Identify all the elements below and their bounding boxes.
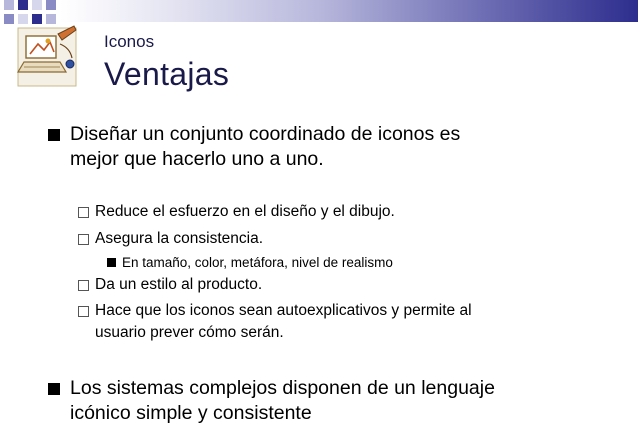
list-item	[95, 274, 262, 296]
list-item-line: Hace que los iconos sean autoexplicativos y permite al	[95, 302, 472, 319]
list-item-line: Asegura la consistencia.	[95, 230, 264, 247]
hollow-square-bullet-icon	[78, 234, 89, 245]
list-item-line: Los sistemas complejos disponen de un lenguaje	[70, 377, 495, 399]
list-item-line: mejor que hacerlo uno a uno.	[70, 148, 324, 170]
list-item	[70, 376, 495, 426]
list-item	[95, 300, 472, 344]
hollow-square-bullet-icon	[78, 280, 89, 291]
list-item	[70, 122, 460, 172]
filled-square-bullet-icon	[107, 258, 116, 267]
list-item	[95, 228, 263, 250]
list-item-line: En tamaño, color, metáfora, nivel de realismo	[122, 255, 393, 270]
filled-square-bullet-icon	[48, 383, 60, 395]
slide-subtitle: Iconos	[104, 32, 155, 51]
list-item	[122, 254, 393, 272]
filled-square-bullet-icon	[48, 129, 60, 141]
slide-title: Ventajas	[104, 56, 230, 92]
list-item-line: usuario prever cómo serán.	[95, 324, 284, 341]
list-item-line: Reduce el esfuerzo en el diseño y el dibujo.	[95, 203, 395, 220]
list-item	[95, 201, 395, 223]
list-item-line: icónico simple y consistente	[70, 402, 312, 424]
hollow-square-bullet-icon	[78, 306, 89, 317]
list-item-line: Diseñar un conjunto coordinado de iconos es	[70, 123, 461, 145]
list-item-line: Da un estilo al producto.	[95, 276, 263, 293]
hollow-square-bullet-icon	[78, 207, 89, 218]
